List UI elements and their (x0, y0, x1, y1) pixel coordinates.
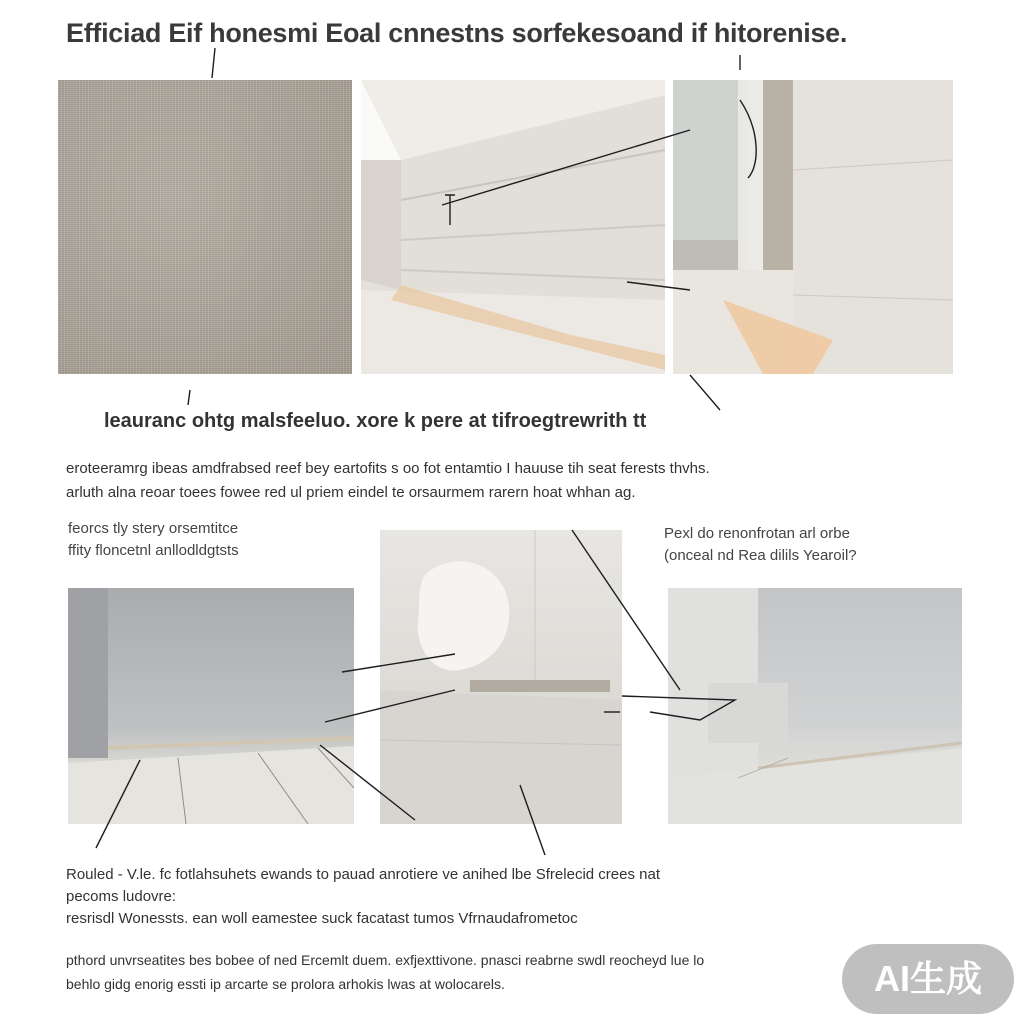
section-subheading: leauranc ohtg malsfeeluo. xore k pere at tifroegtrewrith tt (104, 410, 647, 432)
room-corridor-image (361, 80, 665, 374)
footer-line-1: Rouled - V.le. fc fotlahsuhets ewands to pauad anrotiere ve anihed lbe Sfrelecid crees nat (66, 866, 660, 883)
footer-line-2: pecoms ludovre: (66, 888, 177, 905)
wall-corner-image (673, 80, 953, 374)
caption-left-line-2: ffity floncetnl anllodldgtsts (68, 542, 239, 559)
page-title: Efficiad Eif honesmi Eoal cnnestns sorfekesoand if hitorenise. (66, 18, 848, 48)
caption-right-line-2: (onceal nd Rea dilils Yearoil? (664, 547, 857, 564)
caption-right-line-1: Pexl do renonfrotan arl orbe (664, 525, 850, 542)
caption-left-line-1: feorcs tly stery orsemtitce (68, 520, 239, 537)
intro-line-1: eroteeramrg ibeas amdfrabsed reef bey eartofits s oo fot entamtio I hauuse tih seat ferests thvhs. (66, 460, 710, 477)
wall-baseboard-image (668, 588, 962, 824)
footer-line-3: resrisdl Wonessts. ean woll eamestee suck facatast tumos Vfrnaudafrometoc (66, 910, 578, 927)
intro-line-2: arluth alna reoar toees fowee red ul priem eindel te orsaurmem rarern hoat whhan ag. (66, 484, 636, 501)
footer-line-4: pthord unvrseatites bes bobee of ned Ercemlt duem. exfjexttivone. pnasci reabrne swdl reocheyd lue lo (66, 952, 705, 968)
patched-wall-image (380, 530, 622, 824)
ai-generated-badge: AI生成 (842, 944, 1014, 1014)
textured-plaster-wall-image (58, 80, 352, 374)
footer-line-5: behlo gidg enorig essti ip arcarte se prolora arhokis lwas at wolocarels. (66, 976, 505, 992)
grey-room-floor-image (68, 588, 354, 824)
